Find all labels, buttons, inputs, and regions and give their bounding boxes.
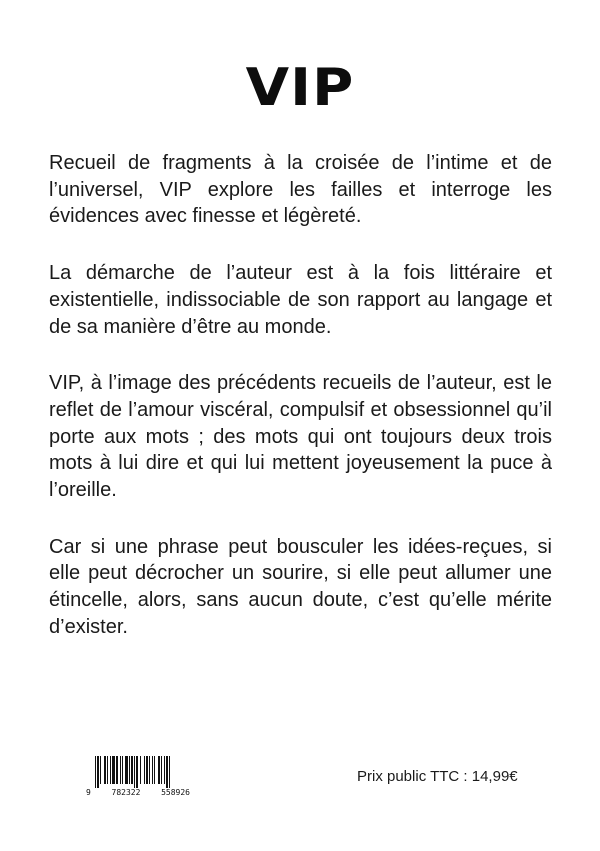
barcode-digits-left: 782322	[111, 788, 141, 797]
paragraph-2: La démarche de l’auteur est à la fois littéraire et existentielle, indissociable de son rapport au langage et de sa manière d’être au monde.	[49, 262, 552, 338]
barcode-bar	[166, 756, 168, 788]
back-cover-text	[49, 150, 552, 671]
book-title: VIP	[245, 58, 355, 118]
barcode-digit-first: 9	[86, 788, 91, 797]
barcode-bar	[131, 756, 133, 784]
barcode-bar	[154, 756, 155, 784]
barcode-bar	[140, 756, 141, 784]
barcode-bar	[104, 756, 106, 784]
barcode-bar	[125, 756, 128, 784]
barcode-bars	[86, 756, 190, 788]
isbn-barcode	[86, 756, 190, 798]
barcode-bar	[97, 756, 99, 788]
barcode-digits-right: 558926	[161, 788, 190, 797]
barcode-bar	[112, 756, 115, 784]
barcode-bar	[129, 756, 130, 784]
barcode-bar	[136, 756, 138, 788]
barcode-bar	[146, 756, 148, 784]
barcode-bar	[134, 756, 135, 788]
barcode-bar	[161, 756, 162, 784]
barcode-bar	[158, 756, 160, 784]
barcode-bar	[95, 756, 96, 788]
barcode-bar	[169, 756, 170, 788]
price-label: Prix public TTC : 14,99€	[357, 768, 518, 785]
paragraph-1: Recueil de fragments à la croisée de l’intime et de l’universel, VIP explore les failles et interroge les évidences avec finesse et légèreté.	[49, 152, 552, 228]
barcode-bar	[110, 756, 111, 784]
barcode-bar	[100, 756, 101, 784]
barcode-digits	[86, 788, 190, 797]
paragraph-4: Car si une phrase peut bousculer les idées-reçues, si elle peut décrocher un sourire, si elle peut allumer une étincelle, alors, sans aucun doute, c’est qu’elle mérite d’exister.	[49, 535, 552, 638]
barcode-bar	[149, 756, 150, 784]
barcode-bar	[144, 756, 145, 784]
footer	[0, 756, 600, 806]
barcode-bar	[164, 756, 165, 784]
barcode-bar	[152, 756, 153, 784]
barcode-bar	[122, 756, 123, 784]
barcode-bar	[116, 756, 118, 784]
paragraph-3: VIP, à l’image des précédents recueils de l’auteur, est le reflet de l’amour viscéral, compulsif et obsessionnel qu’il porte aux mots ; des mots qui ont toujours deux trois mots à lui dire et qui lui mettent joyeusement la puce à l’oreille.	[49, 372, 552, 502]
barcode-bar	[107, 756, 108, 784]
barcode-bar	[120, 756, 121, 784]
